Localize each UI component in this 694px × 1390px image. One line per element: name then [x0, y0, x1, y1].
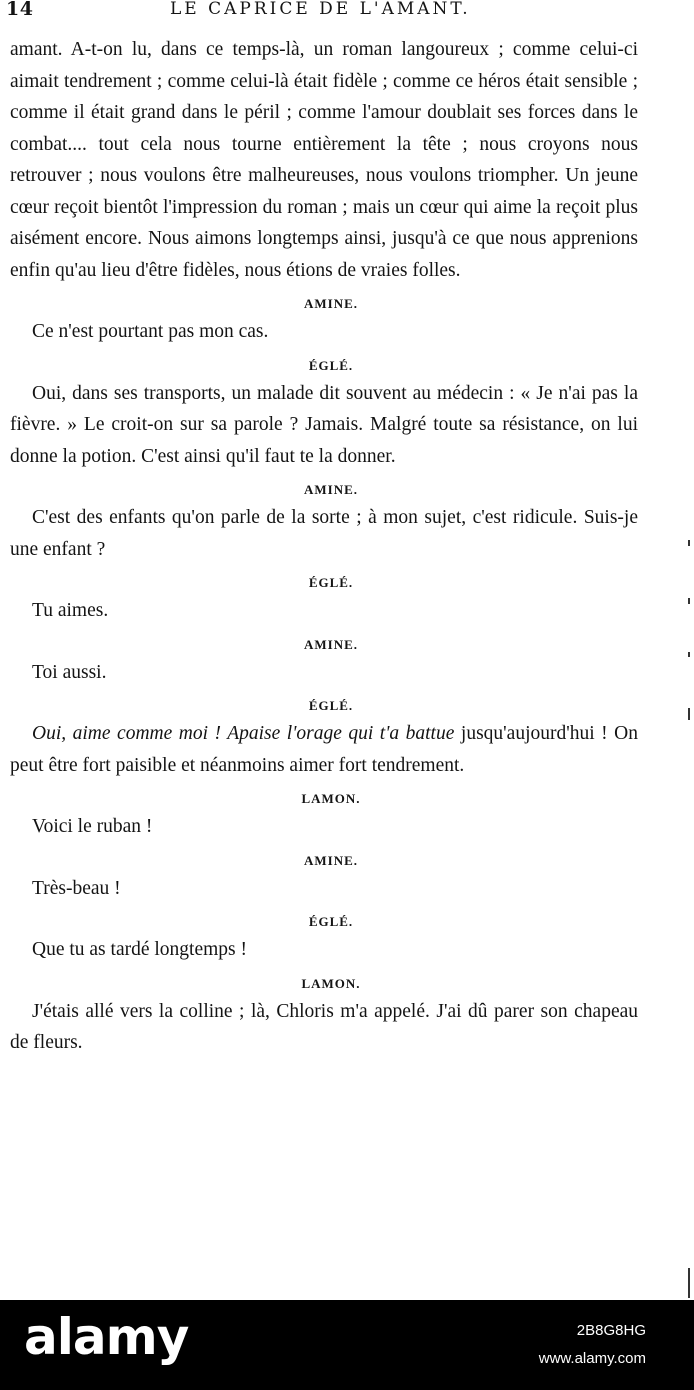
speaker-name: ÉGLÉ. — [308, 575, 354, 590]
paragraph: Très-beau ! — [32, 877, 121, 899]
paragraph: J'étais allé vers la colline ; là, Chloris m'a appelé. J'ai dû parer son chapeau de fleurs. — [10, 1000, 638, 1053]
speaker-name: LAMON. — [301, 975, 361, 991]
watermark-banner — [0, 1300, 694, 1390]
speaker-name: AMINE. — [303, 482, 359, 497]
running-head: LE CAPRICE DE L'AMANT. — [170, 0, 471, 19]
paragraph: Toi aussi. — [32, 661, 107, 683]
speaker-name: AMINE. — [303, 636, 359, 652]
image-id: 2B8G8HG — [576, 1322, 646, 1339]
speaker-name: AMINE. — [303, 296, 359, 311]
paragraph: amant. A-t-on lu, dans ce temps-là, un roman langoureux ; comme celui-ci aimait tendrement ; comme celui-là était fidèle ; comme ce héros était sensible ; comme il était grand dans le péril ; comme l'amour doublait ses forces dans le combat.... tout cela nous tourne entièrement la tête ; nous croyons nous retrouver ; nous voulons être malheureuses, nous voulons triompher. Un jeune cœur reçoit bientôt l'impression du roman ; mais un cœur qui aime la reçoit plus aisément encore. Nous aimons longtemps ainsi, jusqu'à ce que nous apprenions enfin qu'au lieu d'être fidèles, nous étions de vraies folles. — [10, 39, 638, 281]
page-number: 14 — [6, 0, 34, 20]
paragraph: C'est des enfants qu'on parle de la sorte ; à mon sujet, c'est ridicule. Suis-je une enfant ? — [10, 507, 638, 560]
play-text — [10, 34, 638, 1059]
paragraph — [10, 718, 638, 781]
paragraph: Que tu as tardé longtemps ! — [32, 939, 247, 960]
paragraph: Voici le ruban ! — [32, 816, 153, 837]
page-header — [0, 0, 694, 28]
roman-text: jusqu'aujourd'hui ! On peut être fort paisible et néanmoins aimer fort tendrement. — [10, 723, 639, 776]
speaker-name: LAMON. — [301, 791, 361, 806]
edge-mark — [688, 1268, 690, 1298]
edge-mark — [688, 652, 690, 657]
alamy-logo: alamy — [24, 1308, 189, 1366]
italic-text: Oui, aime comme moi ! Apaise l'orage qui t'a battue — [32, 723, 455, 744]
paragraph: Tu aimes. — [32, 600, 109, 621]
edge-mark — [688, 708, 690, 720]
speaker-name: ÉGLÉ. — [308, 914, 354, 929]
edge-mark — [688, 540, 690, 546]
speaker-name: AMINE. — [303, 852, 359, 868]
speaker-name: ÉGLÉ. — [308, 698, 354, 713]
speaker-name: ÉGLÉ. — [308, 357, 354, 373]
edge-mark — [688, 598, 690, 604]
page-edge-marks — [680, 0, 694, 1300]
site-url: www.alamy.com — [538, 1350, 646, 1367]
paragraph: Oui, dans ses transports, un malade dit souvent au médecin : « Je n'ai pas la fièvre. » Le croit-on sur sa parole ? Jamais. Malgré toute sa résistance, on lui donne la potion. C'est ainsi qu'il faut te la donner. — [10, 382, 638, 467]
paragraph: Ce n'est pourtant pas mon cas. — [32, 321, 269, 342]
